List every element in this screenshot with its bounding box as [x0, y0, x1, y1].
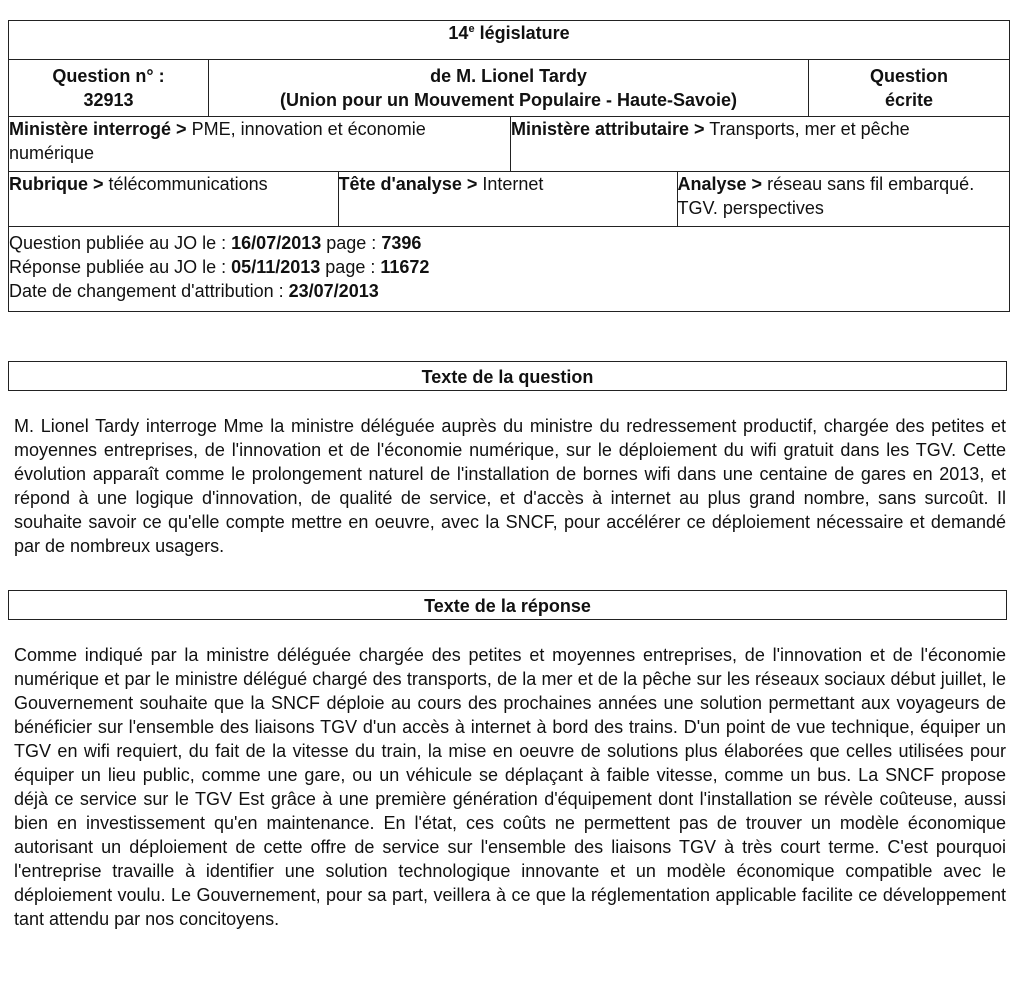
response-published: Réponse publiée au JO le : 05/11/2013 page : 11672 — [9, 257, 430, 277]
question-number-cell — [9, 60, 209, 117]
author-name: de M. Lionel Tardy — [430, 66, 587, 86]
author-cell — [209, 60, 809, 117]
attribution-change: Date de changement d'attribution : 23/07/2013 — [9, 281, 379, 301]
author-party: (Union pour un Mouvement Populaire - Haute-Savoie) — [279, 90, 738, 110]
question-published: Question publiée au JO le : 16/07/2013 page : 7396 — [9, 233, 422, 253]
ministere-attributaire: Ministère attributaire > Transports, mer et pêche — [511, 117, 1010, 172]
question-type-cell: Question écrite — [809, 60, 1010, 117]
tete-analyse: Tête d'analyse > Internet — [338, 172, 677, 226]
response-text: Comme indiqué par la ministre déléguée chargée des petites et moyennes entreprises, de l'innovation et de l'économie numérique et par le ministre délégué chargé des transports, de la mer et de la pêche sur les réseaux sociaux début juillet, le Gouvernement souhaite que la SNCF déploie au cours des prochaines années une solution permettant aux voyageurs de bénéficier sur l'ensemble des liaisons TGV d'un accès à internet à bord des trains. D'un point de vue technique, équiper un TGV en wifi requiert, du fait de la vitesse du train, la mise en oeuvre de solutions plus élaborées que celles utilisées pour équiper un lieu public, comme une gare, ou un véhicule se déplaçant à faible vitesse, comme un bus. La SNCF propose déjà ce service sur le TGV Est grâce à une première génération d'équipement dont l'installation se révèle coûteuse, aussi bien en investissement qu'en maintenance. En l'état, ces coûts ne permettent pas de trouver un modèle économique autorisant un déploiement de cette offre de service sur l'ensemble des liaisons TGV à très court terme. C'est pourquoi l'entreprise travaille à identifier une solution technologique innovante et un modèle économique compatible avec le déploiement voulu. Le Gouvernement, pour sa part, veillera à ce que la réglementation applicable facilite ce développement tant attendu par nos concitoyens. — [14, 645, 1006, 929]
header-table — [8, 20, 1010, 312]
question-number: 32913 — [83, 90, 134, 110]
legislature-title: 14e législature — [9, 21, 1010, 60]
publication-info — [9, 227, 1010, 312]
rubrique: Rubrique > télécommunications — [9, 172, 338, 226]
ministere-interroge: Ministère interrogé > PME, innovation et économie numérique — [9, 117, 511, 172]
question-number-label: Question n° : — [52, 66, 165, 86]
analyse: Analyse > réseau sans fil embarqué. TGV. perspectives — [677, 174, 975, 218]
question-section-title: Texte de la question — [8, 361, 1007, 391]
response-section-title: Texte de la réponse — [8, 590, 1007, 620]
question-text: M. Lionel Tardy interroge Mme la ministre déléguée auprès du ministre du redressement productif, chargée des petites et moyennes entreprises, de l'innovation et de l'économie numérique, sur le déploiement du wifi gratuit dans les TGV. Cette évolution apparaît comme le prolongement naturel de l'installation de bornes wifi dans une centaine de gares en 2013, et répond à une logique d'innovation, de qualité de service, et d'accès à internet au plus grand nombre, sans surcoût. Il souhaite savoir ce qu'elle compte mettre en oeuvre, avec la SNCF, pour accélérer ce déploiement nécessaire et demandé par de nombreux usagers. — [14, 416, 1006, 556]
